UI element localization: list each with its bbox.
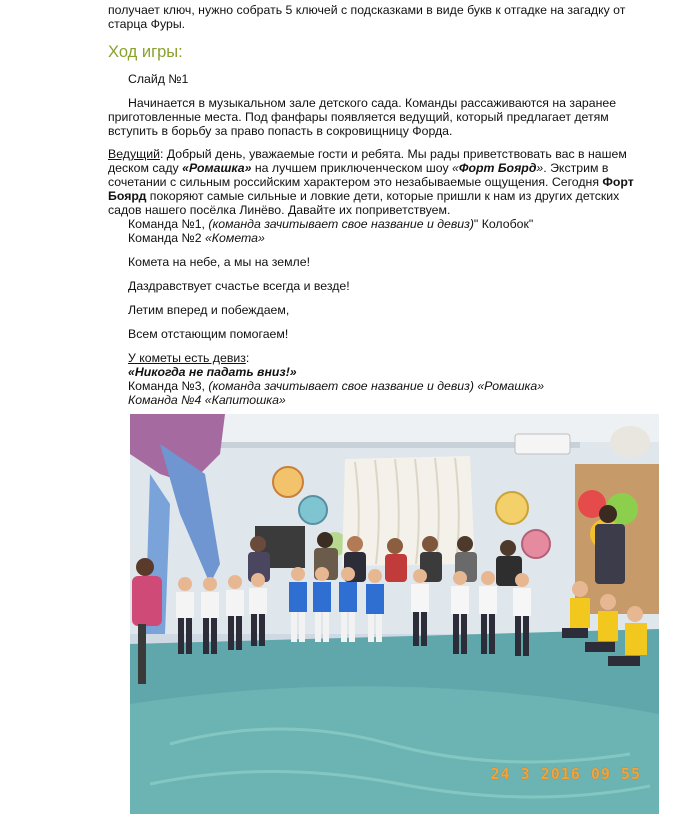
photo-illustration bbox=[130, 414, 659, 814]
text-run: на лучшем приключенческом шоу bbox=[251, 161, 453, 175]
photo-timestamp: 24 3 2016 09 55 bbox=[490, 765, 641, 783]
team-name: «Комета» bbox=[204, 231, 265, 245]
paragraph-line: вступить в борьбу за право попасть в сокровищницу Форда. bbox=[108, 124, 453, 138]
show-name: Форт bbox=[602, 175, 634, 189]
kindergarten-name: «Ромашка» bbox=[182, 161, 252, 175]
text-run: : Добрый день, уважаемые гости и ребята. Мы рады приветствовать вас в нашем bbox=[159, 147, 627, 161]
team-line: Команда №4 «Капитошка» bbox=[128, 393, 286, 407]
text-run: » bbox=[536, 161, 544, 175]
text-run: Команда №3, bbox=[128, 379, 209, 393]
paragraph-line: приготовленные места. Под фанфары появляется ведущий, который предлагает детям bbox=[108, 110, 609, 124]
team-line bbox=[128, 231, 265, 245]
motto-text: «Никогда не падать вниз!» bbox=[128, 365, 297, 379]
section-heading: Ход игры: bbox=[108, 43, 183, 61]
paragraph-line: садов нашего посёлка Линёво. Давайте их поприветствуем. bbox=[108, 203, 451, 217]
motto-label-line bbox=[128, 351, 249, 365]
poem-line: Даздравствует счастье всегда и везде! bbox=[128, 279, 350, 293]
text-run: Команда №1, bbox=[128, 217, 209, 231]
text-run: « bbox=[452, 161, 459, 175]
paragraph-line bbox=[108, 161, 608, 175]
poem-line: Летим вперед и побеждаем, bbox=[128, 303, 290, 317]
paragraph-line bbox=[108, 175, 634, 189]
leader-label: Ведущий bbox=[108, 147, 160, 161]
team-line bbox=[128, 379, 544, 393]
text-run: : bbox=[245, 351, 250, 365]
text-run: покоряют самые сильные и ловкие дети, которые пришли к нам из других детских bbox=[146, 189, 620, 203]
paragraph-line: Начинается в музыкальном зале детского сада. Команды рассаживаются на заранее bbox=[128, 96, 617, 110]
intro-line: старца Фуры. bbox=[108, 17, 186, 31]
poem-line: Всем отстающим помогаем! bbox=[128, 327, 289, 341]
text-run: сочетании с сильным российским характером это незабываемые ощущения. Сегодня bbox=[108, 175, 603, 189]
poem-line: Комета на небе, а мы на земле! bbox=[128, 255, 310, 269]
text-run: (команда зачитывает свое название и девиз) «Ромашка» bbox=[208, 379, 545, 393]
event-photo bbox=[130, 414, 659, 814]
show-name: Боярд bbox=[108, 189, 147, 203]
text-run: (команда зачитывает свое название и девиз) bbox=[208, 217, 474, 231]
paragraph-line bbox=[108, 147, 627, 161]
team-line bbox=[128, 217, 533, 231]
text-run: Команда №2 bbox=[128, 231, 205, 245]
motto-label: У кометы есть девиз bbox=[128, 351, 246, 365]
text-run: деском саду bbox=[108, 161, 183, 175]
show-name: Форт Боярд bbox=[458, 161, 537, 175]
paragraph-line bbox=[108, 189, 619, 203]
team-name: " Колобок" bbox=[473, 217, 534, 231]
slide-label: Слайд №1 bbox=[128, 72, 189, 86]
text-run: . Экстрим в bbox=[543, 161, 609, 175]
intro-line: получает ключ, нужно собрать 5 ключей с подсказками в виде букв к отгадке на загадку от bbox=[108, 3, 626, 17]
